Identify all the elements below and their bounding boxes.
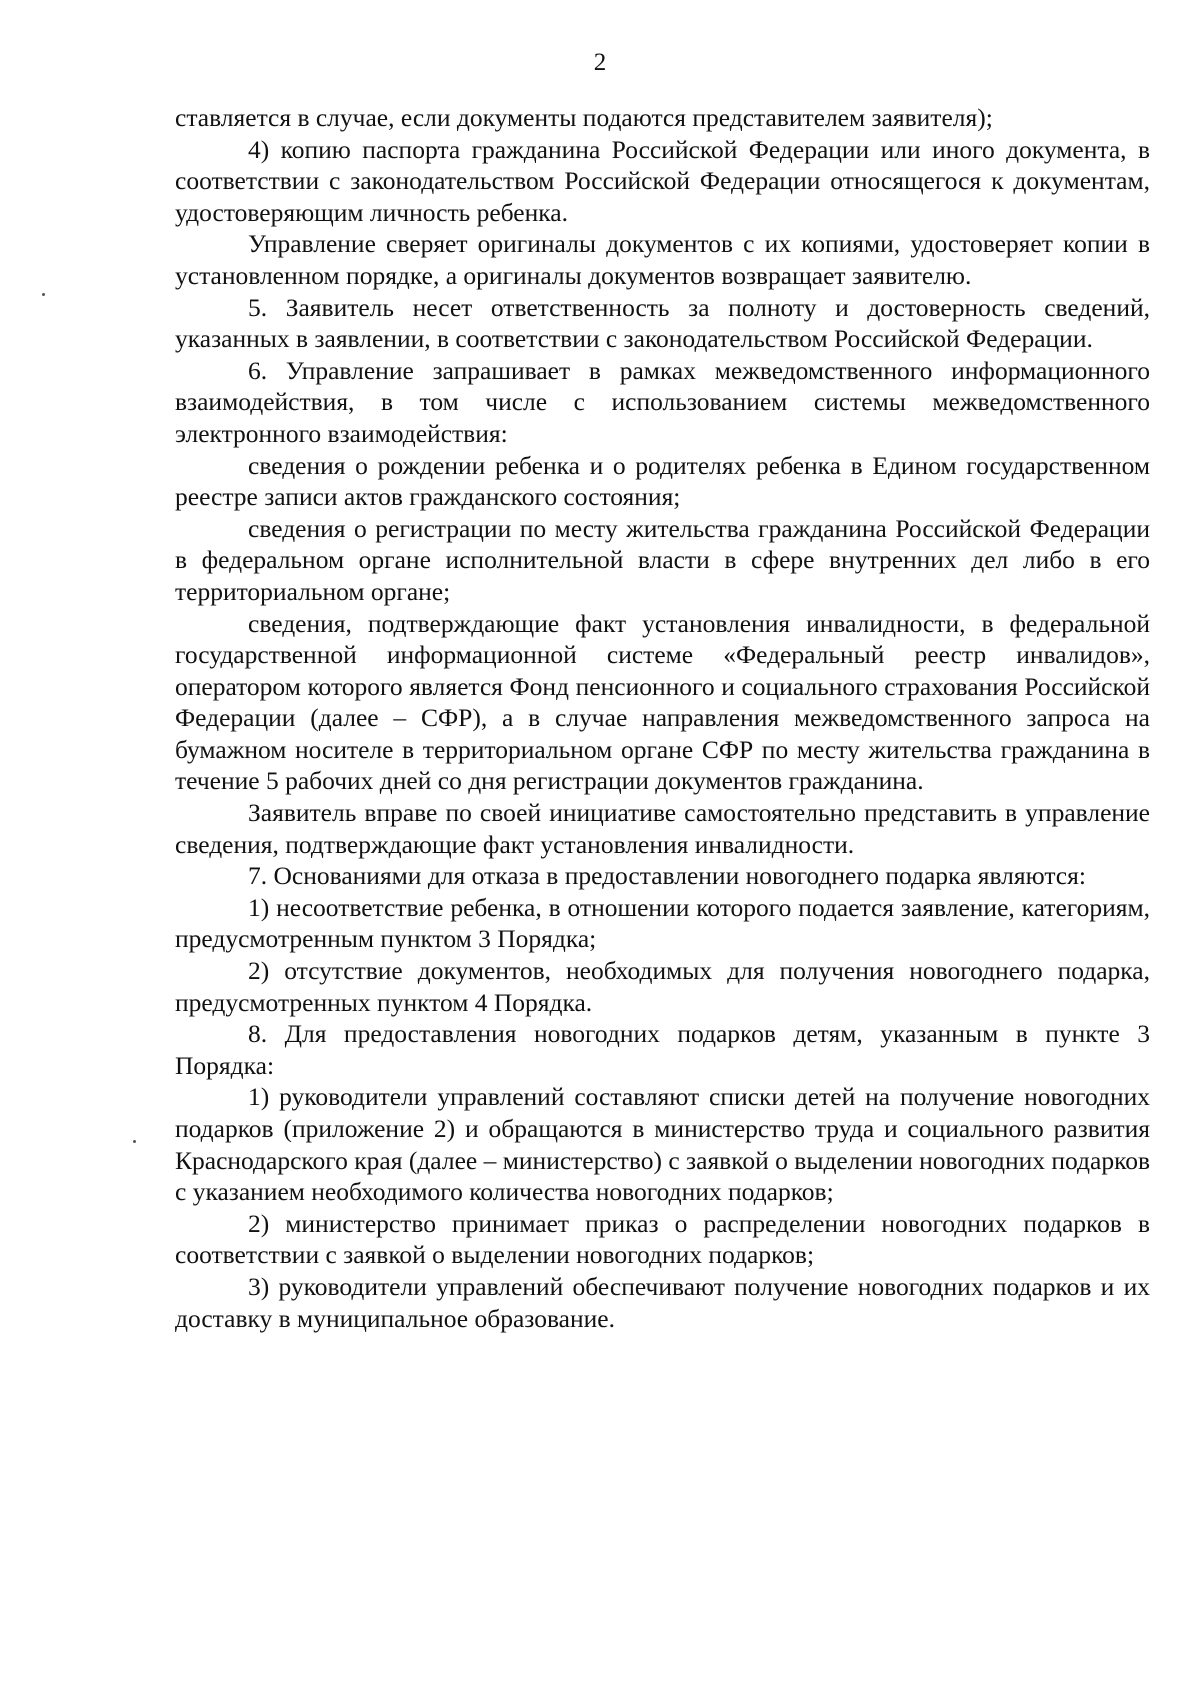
paragraph-gift-step-3: 3) руководители управлений обеспечивают получение новогодних подарков и их доставку в муниципальное образование. — [175, 1271, 1150, 1333]
paragraph-point-8: 8. Для предоставления новогодних подарков детям, указанным в пункте 3 Порядка: — [175, 1019, 1150, 1080]
paragraph-refusal-reason-2: 2) отсутствие документов, необходимых для получения новогоднего подарка, предусмотренных пунктом 4 Порядка. — [175, 956, 1150, 1017]
scan-dot — [133, 1140, 136, 1143]
scan-dot — [42, 293, 45, 296]
document-body — [175, 102, 1150, 1334]
page-number: 2 — [593, 49, 607, 76]
paragraph-applicant-right: Заявитель вправе по своей инициативе самостоятельно представить в управление сведения, подтверждающие факт установления инвалидности. — [175, 798, 1150, 859]
paragraph-point-7: 7. Основаниями для отказа в предоставлении новогоднего подарка являются: — [248, 861, 1086, 891]
paragraph-document-verification: Управление сверяет оригиналы документов с их копиями, удостоверяет копии в установленном порядке, а оригиналы документов возвращает заявителю. — [175, 229, 1150, 290]
paragraph-disability-info: сведения, подтверждающие факт установления инвалидности, в федеральной государственной информационной системе «Федеральный реестр инвалидов», оператором которого является Фонд пенсионного и социального страхования Российской Федерации (далее – СФР), а в случае направления межведомственного запроса на бумажном носителе в территориальном органе СФР по месту жительства гражданина в течение 5 рабочих дней со дня регистрации документов гражданина. — [175, 608, 1150, 796]
paragraph-point-6: 6. Управление запрашивает в рамках межведомственного информационного взаимодействия, в том числе с использованием системы межведомственного электронного взаимодействия: — [175, 355, 1150, 448]
paragraph-birth-info: сведения о рождении ребенка и о родителях ребенка в Едином государственном реестре записи актов гражданского состояния; — [175, 450, 1150, 512]
paragraph-gift-step-1: 1) руководители управлений составляют списки детей на получение новогодних подарков (приложение 2) и обращаются в министерство труда и социального развития Краснодарского края (далее – министерство) с заявкой о выделении новогодних подарков с указанием необходимого количества новогодних подарков; — [175, 1082, 1150, 1207]
paragraph-point-5: 5. Заявитель несет ответственность за полноту и достоверность сведений, указанных в заявлении, в соответствии с законодательством Российской Федерации. — [175, 292, 1150, 354]
paragraph-item-4-passport-copy: 4) копию паспорта гражданина Российской Федерации или иного документа, в соответствии с законодательством Российской Федерации относящегося к документам, удостоверяющим личность ребенка. — [175, 134, 1150, 227]
paragraph-refusal-reason-1: 1) несоответствие ребенка, в отношении которого подается заявление, категориям, предусмотренным пунктом 3 Порядка; — [175, 892, 1150, 954]
paragraph-gift-step-2: 2) министерство принимает приказ о распределении новогодних подарков в соответствии с заявкой о выделении новогодних подарков; — [175, 1208, 1150, 1270]
paragraph-continuation: ставляется в случае, если документы подаются представителем заявителя); — [175, 103, 993, 132]
paragraph-registration-info: сведения о регистрации по месту жительства гражданина Российской Федерации в федеральном органе исполнительной власти в сфере внутренних дел либо в его территориальном органе; — [175, 513, 1150, 606]
